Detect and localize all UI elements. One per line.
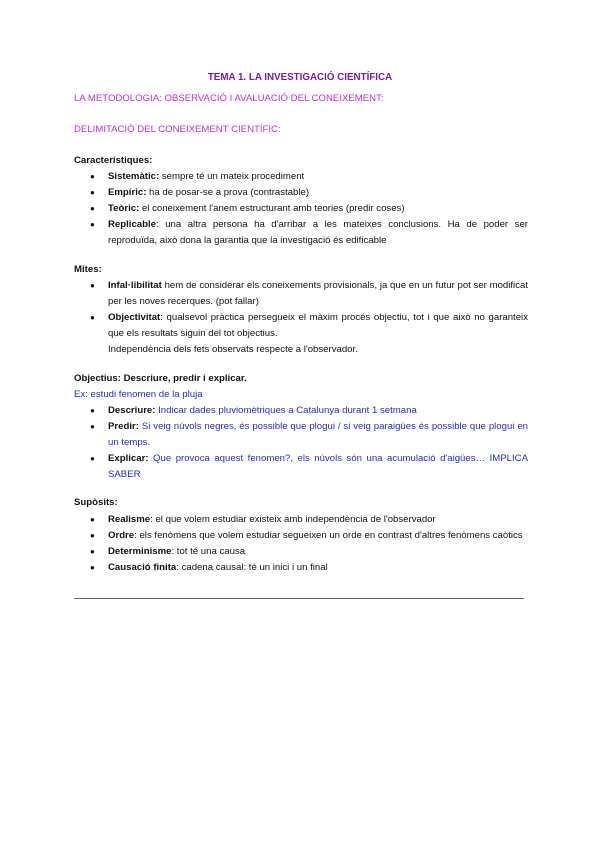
list-item: ● Sistemàtic: sempre té un mateix procediment: [74, 169, 528, 185]
list-item: ● Teòric: el coneixement l'anem estructurant amb teories (predir coses): [74, 201, 528, 217]
horizontal-rule: [74, 598, 524, 599]
list-suposits: [74, 512, 528, 576]
list-caracteristiques: [74, 169, 528, 249]
list-objectius: [74, 403, 528, 483]
list-item: ● Explicar: Que provoca aquest fenomen?, els núvols són una acumulació d'aigües… IMPLICA SABER: [74, 451, 528, 483]
section-subtitle-delimitation: DELIMITACIÓ DEL CONEIXEMENT CIENTÍFIC:: [74, 124, 281, 135]
heading-mites: Mites:: [74, 264, 102, 275]
document-title: TEMA 1. LA INVESTIGACIÓ CIENTÍFICA: [207, 72, 393, 83]
heading-objectius: Objectius: Descriure, predir i explicar.: [74, 373, 247, 384]
list-item: ● Causació finita: cadena causal: té un inici i un final: [74, 560, 528, 576]
section-subtitle-methodology: LA METODOLOGIA: OBSERVACIÓ I AVALUACIÓ DEL CONEIXEMENT:: [74, 93, 384, 104]
list-item: ● Replicable: una altra persona ha d'arribar a les mateixes conclusions. Ha de poder ser reproduïda, això dona la garantia que la investigació és edificable: [74, 217, 528, 249]
list-item: ● Empíric: ha de posar-se a prova (contrastable): [74, 185, 528, 201]
list-mites: [74, 278, 528, 358]
list-item: ● Ordre: els fenòmens que volem estudiar segueixen un orde en contrast d'altres fenòmens caòtics: [74, 528, 528, 544]
list-item: ● Infal·libilitat hem de considerar els coneixements provisionals, ja que en un futur pot ser modificat per les noves recerques. (pot fallar): [74, 278, 528, 310]
heading-suposits: Supòsits:: [74, 497, 118, 508]
list-item: ● Descriure: Indicar dades pluviomètriques a Catalunya durant 1 setmana: [74, 403, 528, 419]
list-item: ● Determinisme: tot té una causa: [74, 544, 528, 560]
heading-caracteristiques: Característiques:: [74, 155, 153, 166]
list-item: ● Objectivitat: qualsevol pràctica persegueix el màxim procés objectiu, tot i que això no garanteix que els resultats siguin del tot objectius. Independència dels fets observats respecte a l'observador.: [74, 310, 528, 358]
list-item: ● Realisme: el que volem estudiar existeix amb independència de l'observador: [74, 512, 528, 528]
example-line: Ex: estudi fenomen de la pluja: [74, 389, 203, 400]
list-item: ● Predir: Si veig núvols negres, és possible que plogui / si veig paraigües és possible que plogui en un temps.: [74, 419, 528, 451]
